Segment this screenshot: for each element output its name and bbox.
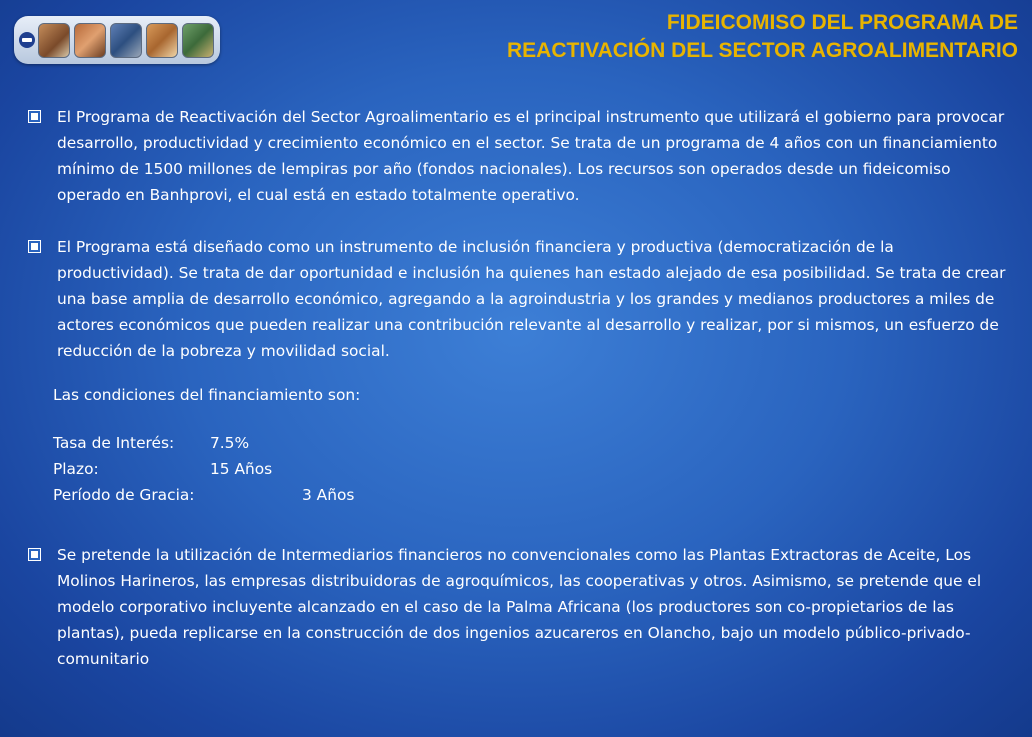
bullet-text: El Programa está diseñado como un instrumento de inclusión financiera y productiva (democratización de la productividad). Se trata de dar oportunidad e inclusión ha quienes han estado alejado de esa posibilidad. Se trata de crear una base amplia de desarrollo económico, agregando a la agroindustria y los grandes y medianos productores a miles de actores económicos que pueden realizar una contribución relevante al desarrollo y realizar, por si mismos, un esfuerzo de reducción de la pobreza y movilidad social. [57,238,1006,360]
title-line-2: REACTIVACIÓN DEL SECTOR AGROALIMENTARIO [506,39,1018,62]
condition-row [53,430,1013,456]
bullet-item [28,104,1013,208]
slide-content [28,104,1013,672]
bullet-text: Se pretende la utilización de Intermediarios financieros no convencionales como las Plantas Extractoras de Aceite, Los Molinos Harineros, las empresas distribuidoras de agroquímicos, las cooperativas y otros. Asimismo, se pretende que el modelo corporativo incluyente alcanzado en el caso de la Palma Africana (los productores son co-propietarios de las plantas), pueda replicarse en la construcción de dos ingenios azucareros en Olancho, bajo un modelo público-privado-comunitario [57,546,982,668]
condition-label: Período de Gracia: [53,486,195,504]
condition-row [53,482,1013,508]
conditions-intro: Las condiciones del financiamiento son: [53,386,361,404]
condition-value: 15 Años [210,460,273,478]
bullet-checkbox-icon [28,240,41,253]
condition-label: Plazo: [53,460,99,478]
bullet-checkbox-icon [28,548,41,561]
bullet-item [28,542,1013,672]
title-line-1: FIDEICOMISO DEL PROGRAMA DE [666,11,1018,34]
photo-thumbnail [110,23,142,58]
bullet-text: El Programa de Reactivación del Sector Agroalimentario es el principal instrumento que utilizará el gobierno para provocar desarrollo, productividad y crecimiento económico en el sector. Se trata de un programa de 4 años con un financiamiento mínimo de 1500 millones de lempiras por año (fondos nacionales). Los recursos son operados desde un fideicomiso operado en Banhprovi, el cual está en estado totalmente operativo. [57,108,1005,204]
photo-thumbnail [146,23,178,58]
photo-thumbnail [74,23,106,58]
photo-thumbnail [182,23,214,58]
bullet-item [28,234,1013,364]
condition-value: 3 Años [302,486,355,504]
condition-label: Tasa de Interés: [53,434,175,452]
logo-photo-strip [14,16,220,64]
conditions-table [28,430,1013,508]
flag-icon [19,32,35,48]
bullet-checkbox-icon [28,110,41,123]
photo-thumbnail [38,23,70,58]
header [0,0,1032,80]
page-title [298,9,1018,65]
condition-row [53,456,1013,482]
condition-value: 7.5% [210,434,250,452]
